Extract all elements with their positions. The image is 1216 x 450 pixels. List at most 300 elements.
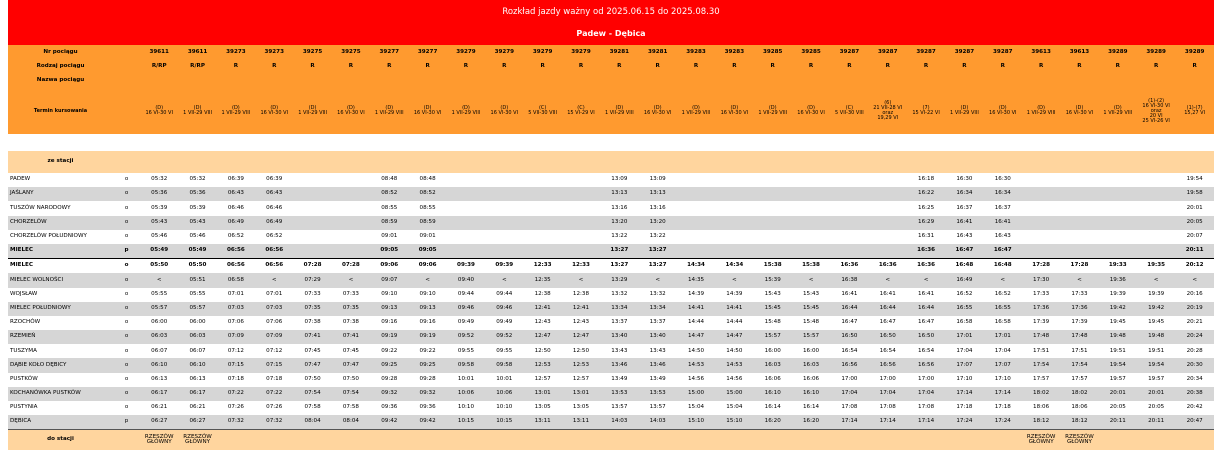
departure-time: 17:51 (1060, 344, 1098, 358)
operating-period-cell (562, 88, 600, 134)
departure-time (830, 244, 868, 259)
operating-period-line: (D) (193, 105, 202, 111)
operating-period-line: (D) (998, 105, 1007, 111)
departure-time (332, 216, 370, 230)
operating-period-line: 16 VI-30 VI (720, 110, 749, 116)
departure-time: 20:12 (1175, 259, 1214, 274)
departure-time: 05:36 (178, 187, 216, 201)
departure-time (447, 173, 485, 187)
spacer-cell (113, 88, 140, 134)
from-station-cell (1175, 151, 1214, 173)
departure-time: 16:36 (830, 259, 868, 274)
departure-time: 15:04 (677, 401, 715, 415)
operating-period-cell (332, 88, 370, 134)
departure-time: 16:06 (792, 373, 830, 387)
departure-time: 16:49 (945, 273, 983, 287)
departure-time: 07:28 (293, 259, 331, 274)
departure-time: 16:34 (984, 187, 1022, 201)
operating-period-line: 16 VI-30 VI (797, 110, 825, 116)
departure-time: 09:52 (447, 330, 485, 344)
train-type-cell: R (255, 60, 293, 74)
departure-time (1099, 187, 1137, 201)
departure-time: 19:48 (1099, 330, 1137, 344)
departure-time (869, 201, 907, 215)
station-name: MIELEC WOLNOŚCI (8, 273, 113, 287)
departure-time (332, 187, 370, 201)
train-type-cell: R (792, 60, 830, 74)
departure-time: < (984, 273, 1022, 287)
train-name-cell (754, 74, 792, 88)
departure-time (715, 244, 753, 259)
departure-time: 15:48 (792, 316, 830, 330)
route-title: Padew - Dębica (576, 29, 646, 38)
departure-time: 05:50 (140, 259, 178, 274)
departure-time: 17:18 (984, 401, 1022, 415)
from-station-cell (907, 151, 945, 173)
departure-time: 17:51 (1022, 344, 1060, 358)
departure-time: 13:13 (600, 187, 638, 201)
departure-time: 09:49 (447, 316, 485, 330)
departure-time: 13:43 (600, 344, 638, 358)
operating-period-line: (D) (155, 105, 164, 111)
departure-time: 20:28 (1175, 344, 1214, 358)
departure-time: 16:03 (754, 358, 792, 372)
departure-time: 14:53 (715, 358, 753, 372)
station-name: TUSZÓW NARODOWY (8, 201, 113, 215)
departure-time: 13:11 (562, 415, 600, 430)
arrival-departure-flag: o (113, 302, 140, 316)
departure-time: 20:11 (1175, 244, 1214, 259)
departure-time (293, 173, 331, 187)
departure-time: 06:49 (255, 216, 293, 230)
departure-time: 12:35 (523, 273, 561, 287)
departure-time: 13:05 (562, 401, 600, 415)
train-type-cell: R (485, 60, 523, 74)
departure-time: 15:43 (792, 288, 830, 302)
to-station-cell (332, 430, 370, 450)
departure-time: 09:06 (408, 259, 446, 274)
departure-time: 06:39 (217, 173, 255, 187)
departure-time: 19:33 (1099, 259, 1137, 274)
spacer-row (8, 134, 1214, 151)
train-type-cell: R (830, 60, 868, 74)
departure-time: 12:41 (562, 302, 600, 316)
departure-time: 06:56 (255, 244, 293, 259)
departure-time: 17:00 (869, 373, 907, 387)
operating-period-line: (D) (653, 105, 662, 111)
departure-time: 06:27 (178, 415, 216, 430)
train-type-cell: R (293, 60, 331, 74)
departure-time: 13:20 (639, 216, 677, 230)
departure-time: 13:05 (523, 401, 561, 415)
operating-period-line: (6) (884, 100, 892, 106)
departure-time: 17:48 (1022, 330, 1060, 344)
departure-time (1137, 216, 1175, 230)
operating-period-cell (523, 88, 561, 134)
departure-time: 16:55 (984, 302, 1022, 316)
departure-time (523, 187, 561, 201)
departure-time: 13:53 (639, 387, 677, 401)
departure-time: 08:48 (408, 173, 446, 187)
operating-period-cell (1060, 88, 1098, 134)
train-name-cell (293, 74, 331, 88)
operating-period-cell (600, 88, 638, 134)
departure-time: 17:28 (1022, 259, 1060, 274)
arrival-departure-flag: o (113, 316, 140, 330)
departure-time: 09:40 (447, 273, 485, 287)
operating-period-line: (D) (232, 105, 240, 111)
departure-time: 15:45 (792, 302, 830, 316)
departure-time (715, 201, 753, 215)
departure-time: 16:41 (945, 216, 983, 230)
to-station-cell (1099, 430, 1137, 450)
departure-time: 13:43 (639, 344, 677, 358)
train-name-cell (1060, 74, 1098, 88)
operating-period-line: 1 VII-29 VIII (681, 110, 711, 116)
operating-period-line: (D) (692, 105, 700, 111)
departure-time: 16:18 (907, 173, 945, 187)
departure-time: 09:19 (370, 330, 408, 344)
departure-time: 16:43 (984, 230, 1022, 244)
train-number-cell: 39611 (178, 45, 216, 60)
to-station-cell: RZESZÓW GŁÓWNY (1060, 430, 1098, 450)
departure-time: 19:48 (1137, 330, 1175, 344)
train-name-cell (677, 74, 715, 88)
operating-period-line: 21 VII-28 VI (873, 105, 903, 111)
departure-time (293, 201, 331, 215)
departure-time: 14:44 (715, 316, 753, 330)
departure-time: 07:26 (217, 401, 255, 415)
station-name: MIELEC POŁUDNIOWY (8, 302, 113, 316)
train-number-cell: 39277 (408, 45, 446, 60)
departure-time: 05:32 (140, 173, 178, 187)
departure-time: 13:37 (639, 316, 677, 330)
departure-time (792, 230, 830, 244)
train-name-cell (869, 74, 907, 88)
departure-time: 06:00 (178, 316, 216, 330)
departure-time: 13:01 (562, 387, 600, 401)
departure-time: 09:42 (370, 415, 408, 430)
to-station-cell (523, 430, 561, 450)
train-type-cell: R/RP (178, 60, 216, 74)
departure-time: 09:13 (408, 302, 446, 316)
departure-time: 12:38 (562, 288, 600, 302)
departure-time: 15:45 (754, 302, 792, 316)
departure-time: 20:24 (1175, 330, 1214, 344)
departure-time: 13:34 (639, 302, 677, 316)
train-type-cell: R (677, 60, 715, 74)
departure-time (485, 230, 523, 244)
from-station-cell (830, 151, 868, 173)
departure-time: 18:02 (1022, 387, 1060, 401)
departure-time: 07:47 (332, 358, 370, 372)
operating-period-line: 1 VII-29 VIII (298, 110, 327, 116)
departure-time: 19:54 (1137, 358, 1175, 372)
departure-time: 19:58 (1175, 187, 1214, 201)
departure-time: 15:57 (754, 330, 792, 344)
operating-period-cell (639, 88, 677, 134)
from-station-cell (869, 151, 907, 173)
operating-period-line: (D) (1037, 105, 1045, 111)
departure-time: 12:47 (562, 330, 600, 344)
departure-time: 09:16 (370, 316, 408, 330)
departure-time: 17:39 (1022, 316, 1060, 330)
departure-time: 06:21 (140, 401, 178, 415)
departure-time: 17:18 (945, 401, 983, 415)
departure-time: 09:36 (370, 401, 408, 415)
departure-time: 14:47 (715, 330, 753, 344)
train-name-cell (1137, 74, 1175, 88)
departure-time (830, 173, 868, 187)
departure-time: 19:42 (1137, 302, 1175, 316)
departure-time: 17:14 (907, 415, 945, 430)
departure-time: 16:56 (907, 358, 945, 372)
operating-period-line: 1 VII-29 VIII (374, 110, 404, 116)
train-type-cell: R (1175, 60, 1214, 74)
departure-time (869, 216, 907, 230)
departure-time: 07:09 (255, 330, 293, 344)
station-row (8, 259, 1214, 274)
departure-time: 06:10 (178, 358, 216, 372)
operating-period-cell (984, 88, 1022, 134)
departure-time: 07:38 (332, 316, 370, 330)
departure-time: 06:00 (140, 316, 178, 330)
departure-time: 09:25 (370, 358, 408, 372)
departure-time: 12:41 (523, 302, 561, 316)
departure-time: 07:06 (255, 316, 293, 330)
to-station-cell (715, 430, 753, 450)
train-name-cell (485, 74, 523, 88)
departure-time: 09:39 (485, 259, 523, 274)
from-station-cell (332, 151, 370, 173)
departure-time (523, 244, 561, 259)
departure-time (754, 244, 792, 259)
operating-period-line: 20 VI (1149, 112, 1163, 119)
departure-time: 07:22 (255, 387, 293, 401)
departure-time (754, 173, 792, 187)
departure-time: 20:11 (1099, 415, 1137, 430)
train-name-cell (945, 74, 983, 88)
arrival-departure-flag: o (113, 288, 140, 302)
to-station-cell (754, 430, 792, 450)
departure-time: 08:04 (293, 415, 331, 430)
operating-period-line: 15,27 VI (1184, 110, 1206, 116)
from-station-cell (370, 151, 408, 173)
departure-time: 19:57 (1099, 373, 1137, 387)
train-number-cell: 39279 (562, 45, 600, 60)
departure-time (332, 244, 370, 259)
departure-time: 16:14 (792, 401, 830, 415)
departure-time: 07:35 (332, 302, 370, 316)
operating-period-cell (754, 88, 792, 134)
train-type-cell: R (600, 60, 638, 74)
train-number-label: Nr pociągu (8, 45, 113, 60)
departure-time: 19:35 (1137, 259, 1175, 274)
departure-time: 13:53 (600, 387, 638, 401)
departure-time: 15:48 (754, 316, 792, 330)
departure-time: 06:56 (217, 244, 255, 259)
departure-time: 13:16 (600, 201, 638, 215)
from-station-cell (984, 151, 1022, 173)
operating-period-line: 16 VI-30 VI (337, 110, 365, 116)
arrival-departure-flag: o (113, 259, 140, 274)
to-station-cell (562, 430, 600, 450)
train-name-cell (715, 74, 753, 88)
departure-time: 19:39 (1137, 288, 1175, 302)
departure-time: 17:01 (984, 330, 1022, 344)
departure-time: 07:18 (255, 373, 293, 387)
departure-time: 18:06 (1022, 401, 1060, 415)
departure-time: 20:05 (1099, 401, 1137, 415)
departure-time: 16:25 (907, 201, 945, 215)
station-name: PADEW (8, 173, 113, 187)
departure-time (562, 201, 600, 215)
departure-time: 15:10 (677, 415, 715, 430)
departure-time (715, 230, 753, 244)
train-number-cell: 39613 (1060, 45, 1098, 60)
train-name-cell (984, 74, 1022, 88)
departure-time: 14:41 (677, 302, 715, 316)
departure-time: 20:30 (1175, 358, 1214, 372)
to-station-cell (830, 430, 868, 450)
departure-time: 05:50 (178, 259, 216, 274)
departure-time: 06:56 (255, 259, 293, 274)
departure-time: 17:28 (1060, 259, 1098, 274)
arrival-departure-flag: o (113, 330, 140, 344)
timetable (8, 45, 1214, 450)
departure-time: < (1175, 273, 1214, 287)
spacer-cell (113, 60, 140, 74)
departure-time (1137, 244, 1175, 259)
departure-time (677, 244, 715, 259)
station-name: RZEMIEŃ (8, 330, 113, 344)
departure-time (754, 216, 792, 230)
departure-time (485, 201, 523, 215)
operating-period-line: (C) (577, 105, 585, 111)
train-number-cell: 39273 (255, 45, 293, 60)
departure-time: 16:22 (907, 187, 945, 201)
train-number-cell: 39275 (293, 45, 331, 60)
station-row (8, 373, 1214, 387)
departure-time: 20:19 (1175, 302, 1214, 316)
operating-period-cell (408, 88, 446, 134)
operating-period-line: (7) (922, 105, 930, 111)
departure-time: 17:24 (945, 415, 983, 430)
train-name-cell (792, 74, 830, 88)
operating-period-cell (715, 88, 753, 134)
departure-time (562, 244, 600, 259)
train-name-label: Nazwa pociągu (8, 74, 113, 88)
departure-time: 07:54 (332, 387, 370, 401)
station-row (8, 302, 1214, 316)
departure-time: 13:09 (639, 173, 677, 187)
departure-time: 10:15 (485, 415, 523, 430)
train-type-cell: R (408, 60, 446, 74)
departure-time: 16:56 (869, 358, 907, 372)
station-row (8, 244, 1214, 259)
from-station-cell (1137, 151, 1175, 173)
operating-period-cell (217, 88, 255, 134)
spacer-cell (113, 45, 140, 60)
departure-time: 07:03 (217, 302, 255, 316)
spacer-cell (113, 151, 140, 173)
to-station-cell (600, 430, 638, 450)
departure-time: 07:38 (293, 316, 331, 330)
departure-time: 12:53 (562, 358, 600, 372)
departure-time (1022, 230, 1060, 244)
station-row (8, 288, 1214, 302)
station-name: MIELEC (8, 244, 113, 259)
departure-time: 16:10 (792, 387, 830, 401)
operating-period-line: (D) (960, 105, 969, 111)
departure-time (332, 230, 370, 244)
operating-period-cell (945, 88, 983, 134)
departure-time: 09:22 (408, 344, 446, 358)
to-station-cell: RZESZÓW GŁÓWNY (1022, 430, 1060, 450)
departure-time: 10:01 (485, 373, 523, 387)
operating-period-cell (830, 88, 868, 134)
departure-time: 07:26 (255, 401, 293, 415)
departure-time: 09:13 (370, 302, 408, 316)
departure-time: 20:01 (1099, 387, 1137, 401)
departure-time: 09:19 (408, 330, 446, 344)
departure-time: 17:04 (907, 387, 945, 401)
from-station-cell (523, 151, 561, 173)
station-row (8, 187, 1214, 201)
train-number-cell: 39273 (217, 45, 255, 60)
departure-time: 16:41 (830, 288, 868, 302)
departure-time: 07:15 (217, 358, 255, 372)
departure-time: 09:32 (370, 387, 408, 401)
departure-time: 06:13 (140, 373, 178, 387)
departure-time (1060, 216, 1098, 230)
departure-time: 09:07 (370, 273, 408, 287)
departure-time: 09:05 (408, 244, 446, 259)
operating-period-line: 16 VI-30 VI (145, 110, 173, 116)
departure-time (562, 173, 600, 187)
train-name-cell (523, 74, 561, 88)
departure-time: 09:10 (370, 288, 408, 302)
to-station-cell (370, 430, 408, 450)
station-row (8, 230, 1214, 244)
departure-time: 06:17 (178, 387, 216, 401)
operating-period-line: 16 VI-30 VI (643, 110, 672, 116)
departure-time (1099, 230, 1137, 244)
departure-time: 10:01 (447, 373, 485, 387)
departure-time (523, 173, 561, 187)
operating-period-line: (1)-(7) (1186, 105, 1203, 111)
departure-time: 12:50 (562, 344, 600, 358)
departure-time: 14:53 (677, 358, 715, 372)
departure-time (447, 244, 485, 259)
departure-time: 13:46 (639, 358, 677, 372)
departure-time: 13:20 (600, 216, 638, 230)
train-number-cell: 39279 (485, 45, 523, 60)
departure-time (715, 173, 753, 187)
to-station-cell (293, 430, 331, 450)
departure-time: < (907, 273, 945, 287)
from-station-cell (140, 151, 178, 173)
departure-time: 06:10 (140, 358, 178, 372)
departure-time (1137, 201, 1175, 215)
departure-time: 15:00 (677, 387, 715, 401)
departure-time: 09:52 (485, 330, 523, 344)
train-number-cell: 39285 (754, 45, 792, 60)
departure-time: 06:58 (217, 273, 255, 287)
departure-time (792, 173, 830, 187)
operating-period-line: 16 VI-30 VI (1142, 102, 1170, 109)
operating-period-cell (178, 88, 216, 134)
